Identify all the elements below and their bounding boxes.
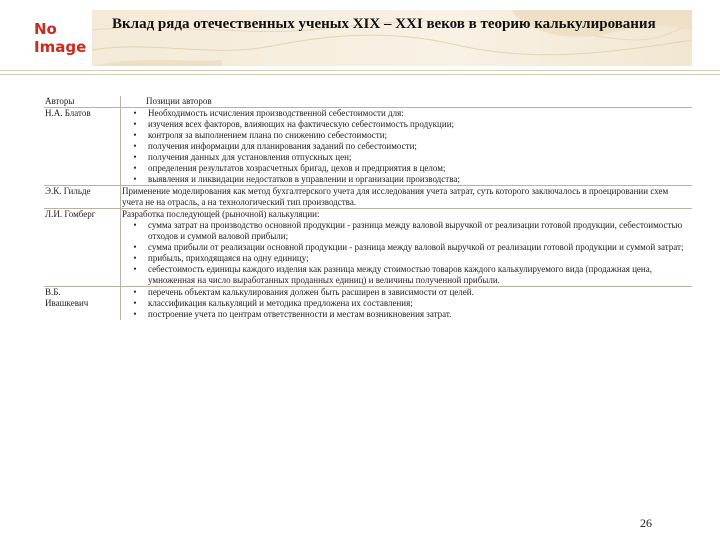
page-title: Вклад ряда отечественных ученых XIX – XXI веков в теорию калькулирования <box>112 16 656 32</box>
list-item: • получения данных для установления отпускных цен; <box>133 152 352 162</box>
no-image-placeholder <box>34 20 90 56</box>
table-row <box>44 108 692 186</box>
list-item: • получения информации для планирования заданий по себестоимости; <box>133 141 417 151</box>
author-gomberg: Л.И. Гомберг <box>44 209 121 287</box>
header-authors: Авторы <box>44 96 121 108</box>
list-item: • изучения всех факторов, влияющих на фактическую себестоимость продукции; <box>133 119 455 129</box>
positions-gomberg <box>121 209 693 287</box>
author-gilde: Э.К. Гильде <box>44 186 121 209</box>
list-item: • прибыль, приходящаяся на одну единицу; <box>133 253 309 263</box>
contributions-table <box>44 96 692 320</box>
list-item: • построение учета по центрам ответственности и местам возникновения затрат. <box>133 309 452 319</box>
gomberg-intro: Разработка последующей (рыночной) калькуляции: <box>122 209 320 219</box>
header-divider <box>0 70 720 71</box>
list-item: • Необходимость исчисления производственной себестоимости для: <box>133 108 404 118</box>
list-item: • себестоимость единицы каждого изделия как разница между стоимостью товаров каждого калькулируемого вида (продажная цена, умноженная на число выработанных проданных единиц) и величины полученной прибыли. <box>133 264 652 285</box>
list-item: • сумма прибыли от реализации основной продукции - разница между валовой выручкой от реализации готовой продукции и суммой затрат; <box>133 242 684 252</box>
page-number: 26 <box>640 516 652 530</box>
list-item: • классификация калькуляций и методика предложена их составления; <box>133 298 413 308</box>
list-item: • контроля за выполнением плана по снижению себестоимости; <box>133 130 388 140</box>
header-divider-2 <box>0 74 720 75</box>
list-item: • перечень объектам калькулирования должен быть расширен в зависимости от целей. <box>133 287 474 297</box>
positions-ivashkevich <box>121 287 693 321</box>
header-positions: Позиции авторов <box>146 96 212 106</box>
no-image-line2: Image <box>34 38 87 56</box>
author-ivashkevich: В.Б. Ивашкевич <box>44 287 121 321</box>
positions-blatov <box>121 108 693 186</box>
list-item: • выявления и ликвидации недостатков в управлении и организации производства; <box>133 174 460 184</box>
author-blatov: Н.А. Блатов <box>44 108 121 186</box>
table-header-row <box>44 96 692 108</box>
table-row <box>44 186 692 209</box>
no-image-line1: No <box>34 20 57 38</box>
list-item: • сумма затрат на производство основной продукции - разница между валовой выручкой от реализации готовой продукции, себестоимостью отходов и суммой валовой прибыли; <box>133 220 683 241</box>
list-item: • определения результатов хозрасчетных бригад, цехов и предприятия в целом; <box>133 163 446 173</box>
table-row <box>44 209 692 287</box>
table-row <box>44 287 692 321</box>
positions-gilde: Применение моделирования как метод бухгалтерского учета для исследования учета затрат, суть которого заключалось в проецировании схем учета не на отрасль, а на технологический тип производства. <box>121 186 693 209</box>
